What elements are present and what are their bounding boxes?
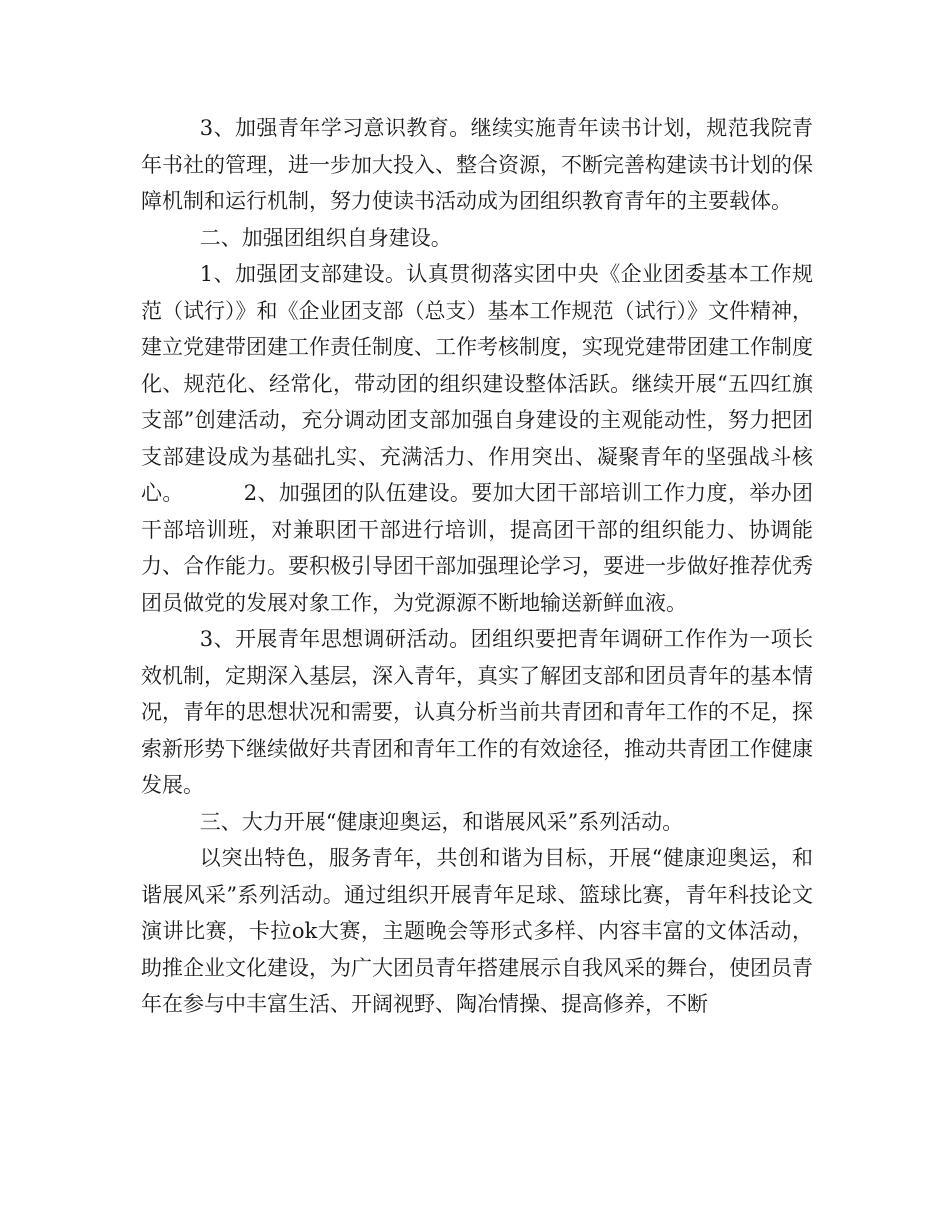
document-body bbox=[141, 110, 813, 1023]
section-heading-2: 二、加强团组织自身建设。 bbox=[199, 225, 452, 250]
paragraph-olympic-activities: 以突出特色，服务青年，共创和谐为目标，开展“健康迎奥运，和谐展风采”系列活动。通过组织开展青年足球、篮球比赛，青年科技论文演讲比赛，卡拉ok大赛，主题晚会等形式多样、内容丰富的文体活动，助推企业文化建设，为广大团员青年搭建展示自我风采的舞台，使团员青年在参与中丰富生活、开阔视野、陶冶情操、提高修养，不断 bbox=[141, 846, 813, 1016]
section-heading-3: 三、大力开展“健康迎奥运，和谐展风采”系列活动。 bbox=[199, 809, 684, 834]
paragraph-reading-program: 3、加强青年学习意识教育。继续实施青年读书计划，规范我院青年书社的管理，进一步加大投入、整合资源，不断完善构建读书计划的保障机制和运行机制，努力使读书活动成为团组织教育青年的主要载体。 bbox=[141, 116, 813, 213]
paragraph-branch-building bbox=[141, 256, 813, 621]
paragraph-youth-research: 3、开展青年思想调研活动。团组织要把青年调研工作作为一项长效机制，定期深入基层，深入青年，真实了解团支部和团员青年的基本情况，青年的思想状况和需要，认真分析当前共青团和青年工作的不足，探索新形势下继续做好共青团和青年工作的有效途径，推动共青团工作健康发展。 bbox=[141, 627, 813, 797]
paragraph-branch-building-text: 1、加强团支部建设。认真贯彻落实团中央《企业团委基本工作规范（试行）》和《企业团支部（总支）基本工作规范（试行）》文件精神，建立党建带团建工作责任制度、工作考核制度，实现党建带团建工作制度化、规范化、经常化，带动团的组织建设整体活跃。继续开展“五四红旗支部”创建活动，充分调动团支部加强自身建设的主观能动性，努力把团支部建设成为基础扎实、充满活力、作用突出、凝聚青年的坚强战斗核心。 bbox=[141, 262, 813, 505]
paragraph-team-building-text: 2、加强团的队伍建设。要加大团干部培训工作力度，举办团干部培训班，对兼职团干部进行培训，提高团干部的组织能力、协调能力、合作能力。要积极引导团干部加强理论学习，要进一步做好推荐优秀团员做党的发展对象工作，为党源源不断地输送新鲜血液。 bbox=[141, 481, 814, 615]
